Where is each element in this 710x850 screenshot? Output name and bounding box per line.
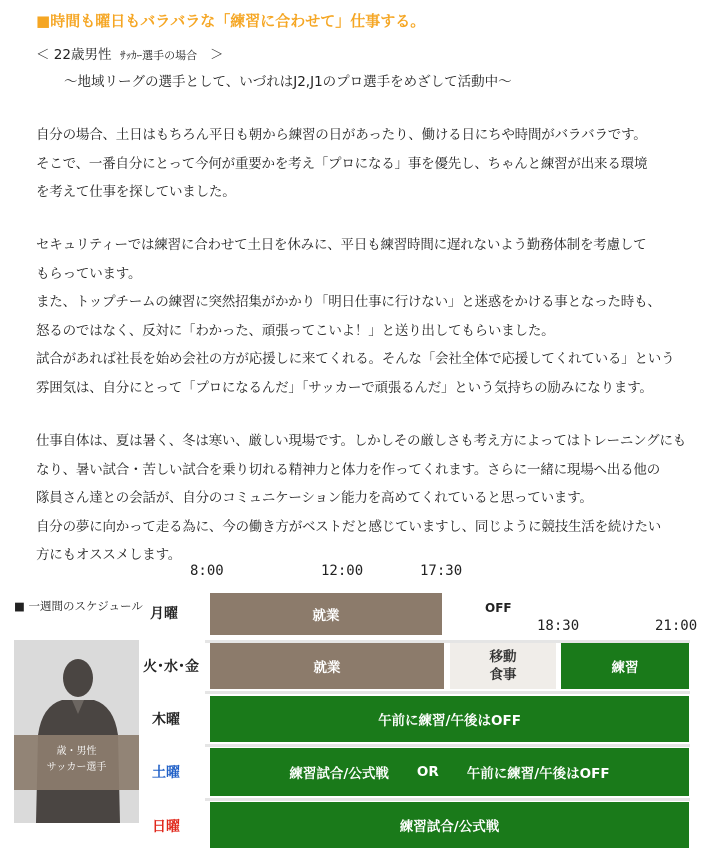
day-label-sunday: 日曜 bbox=[152, 819, 180, 835]
time-label: 12:00 bbox=[321, 563, 364, 579]
row-divider bbox=[205, 744, 690, 747]
bar-sunday: 練習試合/公式戦 bbox=[210, 802, 689, 848]
bar-monday-work: 就業 bbox=[210, 593, 442, 635]
paragraph-line: 方にもオススメします。 bbox=[36, 547, 182, 564]
paragraph-line: 自分の場合、土日はもちろん平日も朝から練習の日があったり、働ける日にちや時間がバラバラです。 bbox=[36, 127, 647, 143]
photo-caption bbox=[14, 744, 139, 776]
saturday-option-b: 午前に練習/午後はOFF bbox=[466, 766, 610, 782]
meal-label: 食事 bbox=[489, 667, 517, 683]
paragraph-line: 隊員さん達との会話が、自分のコミュニケーション能力を高めてくれていると思っています。 bbox=[36, 490, 593, 507]
case-subtitle: ～地域リーグの選手として、いづれはJ2,J1のプロ選手をめざして活動中～ bbox=[64, 74, 512, 90]
schedule-title: ■ 一週間のスケジュール bbox=[14, 599, 143, 613]
time-label: 21:00 bbox=[655, 618, 698, 634]
paragraph-line: もらっています。 bbox=[36, 265, 142, 282]
paragraph-line: そこで、一番自分にとって今何が重要かを考え「プロになる」事を優先し、ちゃんと練習が出来る環境 bbox=[36, 155, 648, 172]
photo-caption-line: サッカー選手 bbox=[46, 762, 107, 773]
person-silhouette-icon bbox=[14, 640, 139, 823]
day-label-saturday: 土曜 bbox=[152, 765, 180, 781]
case-open: ＜ 22歳男性 bbox=[36, 47, 112, 63]
paragraph-line: 雰囲気は、自分にとって「プロになるんだ」「サッカーで頑張るんだ」という気持ちの励みになります。 bbox=[36, 379, 653, 396]
time-label: 18:30 bbox=[537, 618, 580, 634]
saturday-option-a: 練習試合/公式戦 bbox=[289, 766, 389, 782]
paragraph-line: 自分の夢に向かって走る為に、今の働き方がベストだと感じていますし、同じように競技生活を続けたい bbox=[36, 518, 662, 535]
paragraph-line: なり、暑い試合・苦しい試合を乗り切れる精神力と体力を作ってくれます。さらに一緒に現場へ出る他の bbox=[36, 461, 661, 478]
bar-weekday-work: 就業 bbox=[210, 643, 444, 689]
paragraph-line: 仕事自体は、夏は暑く、冬は寒い、厳しい現場です。しかしその厳しさも考え方によってはトレーニングにも bbox=[36, 433, 687, 449]
monday-off-label: OFF bbox=[485, 601, 512, 615]
paragraph-1 bbox=[36, 121, 647, 207]
photo-caption-line: 歳・男性 bbox=[56, 746, 97, 757]
paragraph-line: また、トップチームの練習に突然招集がかかり「明日仕事に行けない」と迷惑をかける事となった時も、 bbox=[36, 294, 661, 311]
day-label-thursday: 木曜 bbox=[152, 712, 180, 728]
paragraph-2 bbox=[36, 231, 674, 403]
row-divider bbox=[205, 798, 690, 801]
case-title bbox=[36, 43, 223, 63]
paragraph-3 bbox=[36, 427, 686, 570]
bar-weekday-move bbox=[450, 643, 556, 689]
section-heading bbox=[36, 10, 425, 31]
paragraph-line: セキュリティーでは練習に合わせて土日を休みに、平日も練習時間に遅れないよう勤務体制を考慮して bbox=[36, 237, 647, 253]
bar-saturday bbox=[210, 748, 689, 796]
paragraph-line: 怒るのではなく、反対に「わかった、頑張ってこいよ！」と送り出してもらいました。 bbox=[36, 322, 555, 339]
heading-marker: ■ bbox=[36, 12, 51, 30]
time-label: 17:30 bbox=[420, 563, 463, 579]
saturday-or: OR bbox=[416, 764, 439, 780]
bar-weekday-practice: 練習 bbox=[561, 643, 689, 689]
paragraph-line: 試合があれば社長を始め会社の方が応援しに来てくれる。そんな「会社全体で応援してくれている」という bbox=[36, 351, 675, 368]
case-close: ＞ bbox=[209, 47, 224, 63]
person-silhouette-image bbox=[14, 640, 139, 823]
day-label-monday: 月曜 bbox=[150, 606, 178, 622]
row-divider bbox=[205, 691, 690, 694]
move-label: 移動 bbox=[489, 649, 517, 665]
bar-thursday: 午前に練習/午後はOFF bbox=[210, 696, 689, 742]
case-role: ｻｯｶｰ選手の場合 bbox=[120, 49, 198, 62]
time-label: 8:00 bbox=[190, 563, 224, 579]
heading-text: 時間も曜日もバラバラな「練習に合わせて」仕事する。 bbox=[50, 12, 426, 30]
paragraph-line: を考えて仕事を探していました。 bbox=[36, 184, 236, 201]
day-label-tue-wed-fri: 火･水･金 bbox=[143, 659, 199, 675]
